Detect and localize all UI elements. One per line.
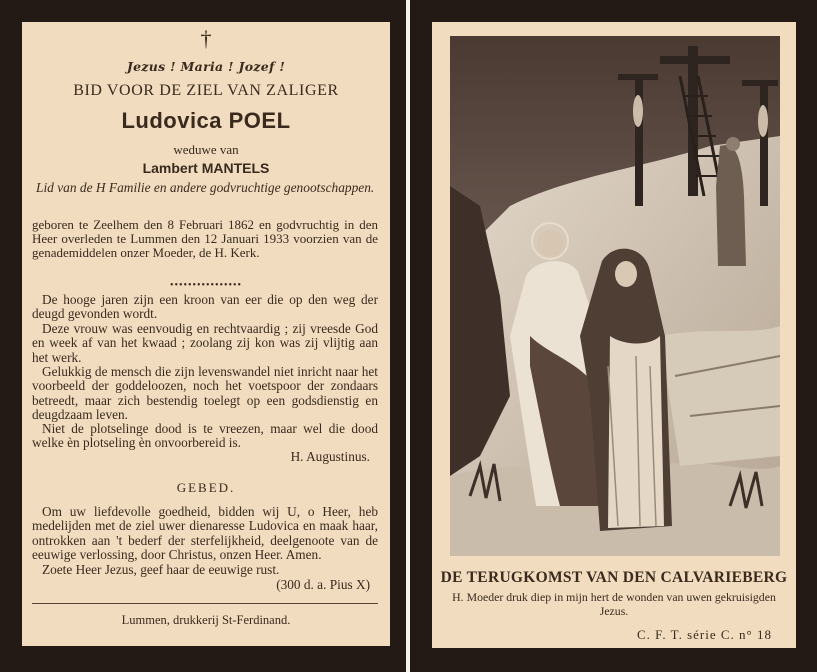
- birth-death-text: geboren te Zeelhem den 8 Februari 1862 en godvruchtig in den Heer overleden te Lummen den 12 Januari 1933 voorzien van de genademiddelen onzer Moeder, de H. Kerk.: [32, 217, 378, 260]
- deceased-name: Ludovica POEL: [121, 108, 291, 133]
- divider: [32, 603, 378, 604]
- indulgence: (300 d. a. Pius X): [276, 577, 370, 592]
- paragraph-4-author: H. Augustinus.: [290, 449, 370, 464]
- paragraph-4-text: Niet de plotselinge dood is te vreezen, maar wel die dood welke èn plotseling èn onvoorbereid is.: [32, 421, 378, 451]
- calvary-scene-illustration: [450, 36, 780, 556]
- heading: BID VOOR DE ZIEL VAN ZALIGER: [73, 82, 339, 99]
- paragraph-1: De hooge jaren zijn een kroon van eer die op den weg der deugd gevonden wordt.: [32, 292, 378, 322]
- husband-name: Lambert MANTELS: [142, 160, 270, 176]
- separator: ••••••••••••••••: [169, 280, 242, 291]
- card-paper: [22, 22, 390, 646]
- paragraph-4: [32, 421, 378, 464]
- series-number: C. F. T. série C. n° 18: [636, 627, 772, 642]
- prayer-text: Om uw liefdevolle goedheid, bidden wij U, o Heer, heb medelijden met de ziel uwer dienaresse Ludovica en maak haar, ontrokken aan 't bederf der sterfelijkheid, deelgenoote van de eeuwige verlossing, door Christus, onzen Heer. Amen.: [32, 504, 378, 563]
- memorial-card-image: [410, 0, 817, 672]
- image-subcaption: H. Moeder druk diep in mijn hert de wonden van uwen gekruisigden Jezus.: [452, 590, 776, 618]
- printer-line: Lummen, drukkerij St-Ferdinand.: [121, 613, 291, 627]
- membership-text: Lid van de H Familie en andere godvruchtige genootschappen.: [36, 180, 375, 195]
- card-paper: [432, 22, 796, 648]
- memorial-card-text: [0, 0, 406, 672]
- prayer-title: GEBED.: [176, 480, 236, 495]
- paragraph-3: Gelukkig de mensch die zijn levenswandel niet inricht naar het voorbeeld der goddeloozen, noch het voetspoor der zondaars betreedt, maar zich bestendig toelegt op een godsdienstig en deugdzaam leven.: [32, 364, 378, 423]
- paragraph-2: Deze vrouw was eenvoudig en rechtvaardig ; zij vreesde God en week af van het kwaad ; zoolang zij kon was zij vlijtig aan het werk.: [32, 321, 378, 365]
- cross-icon: †: [200, 26, 212, 51]
- devotional-image: [450, 36, 780, 556]
- image-caption: DE TERUGKOMST VAN DEN CALVARIEBERG: [440, 569, 788, 586]
- relation-text: weduwe van: [173, 142, 239, 157]
- invocation: Jezus ! Maria ! Jozef !: [126, 59, 286, 74]
- ejaculation: Zoete Heer Jezus, geef haar de eeuwige rust.: [42, 562, 280, 577]
